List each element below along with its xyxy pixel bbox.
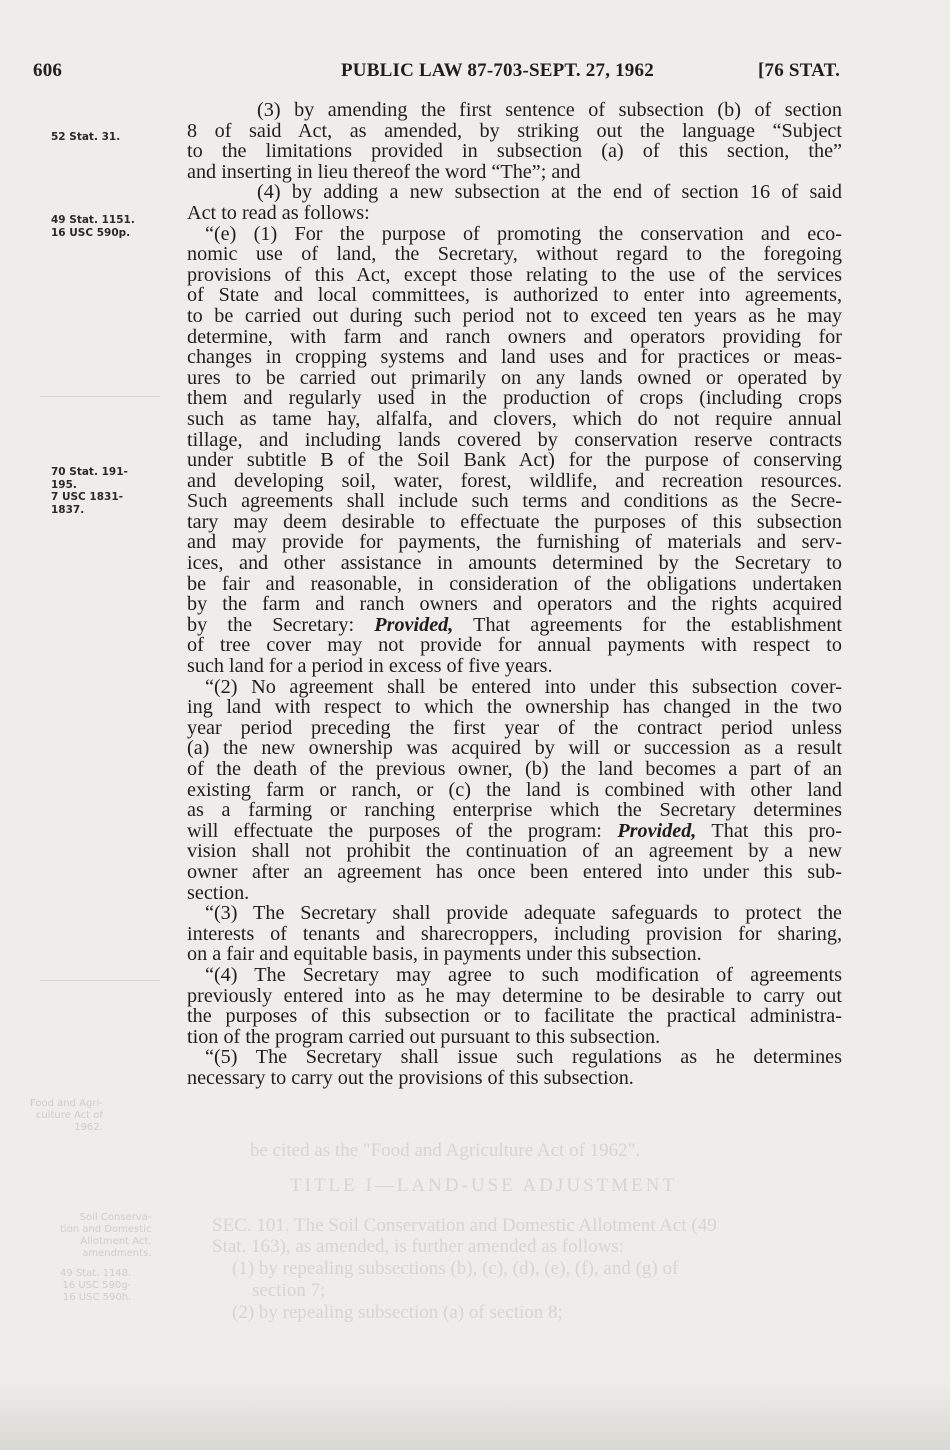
text-line: vision shall not prohibit the continuation of an agreement by a new [187, 840, 842, 863]
text-line: year period preceding the first year of the contract period unless [187, 716, 842, 739]
text-line: provisions of this Act, except those relating to the use of the services [187, 263, 842, 286]
margin-note-49-stat-1151 [51, 214, 135, 239]
text-line: owner after an agreement has once been entered into under this sub- [187, 860, 842, 883]
text-line: to the limitations provided in subsection (a) of this section, the” [187, 140, 842, 163]
text-line: 8 of said Act, as amended, by striking out the language “Subject [187, 119, 842, 142]
text-line: “(2) No agreement shall be entered into under this subsection cover- [205, 675, 842, 698]
text-line: nomic use of land, the Secretary, without regard to the foregoing [187, 243, 842, 266]
margin-note-line: 195. [51, 478, 77, 491]
text-line: tillage, and including lands covered by conservation reserve contracts [187, 428, 842, 451]
bleed-through-note: 49 Stat. 1148. 16 USC 590g- 16 USC 590h. [60, 1268, 132, 1303]
text-line: necessary to carry out the provisions of this subsection. [187, 1066, 634, 1089]
text-line: ices, and other assistance in amounts determined by the Secretary to [187, 552, 842, 575]
text-line: them and regularly used in the production of crops (including crops [187, 387, 842, 410]
bleed-through-text: TITLE I—LAND-USE ADJUSTMENT [290, 1175, 678, 1196]
text-line: “(5) The Secretary shall issue such regulations as he determines [205, 1046, 842, 1069]
text-line: ing land with respect to which the ownership has changed in the two [187, 696, 842, 719]
text-line: to be carried out during such period not to exceed ten years as he may [187, 304, 842, 327]
bleed-through-text: be cited as the "Food and Agriculture Act of 1962". [250, 1140, 641, 1161]
margin-note-line: 7 USC 1831- [51, 491, 123, 503]
text-line: under subtitle B of the Soil Bank Act) for the purpose of conserving [187, 449, 842, 472]
bleed-through-text: SEC. 101. The Soil Conservation and Domestic Allotment Act (49 [212, 1215, 717, 1236]
text-line: ures to be carried out primarily on any lands owned or operated by [187, 366, 842, 389]
bleed-through-note: Soil Conserva- tion and Domestic Allotment Act, amendments. [60, 1212, 152, 1259]
margin-note-line: 70 Stat. 191- [51, 466, 128, 478]
text-line: and may provide for payments, the furnishing of materials and serv- [187, 531, 842, 554]
text-line: determine, with farm and ranch owners and operators providing for [187, 325, 842, 348]
subsection-e-5 [187, 1047, 842, 1088]
text-line: and inserting in lieu thereof the word “The”; and [187, 160, 581, 183]
page-edge-shadow [0, 1380, 950, 1450]
text-line: and developing soil, water, forest, wildlife, and recreation resources. [187, 469, 842, 492]
text-line: of the death of the previous owner, (b) the land becomes a part of an [187, 758, 842, 780]
text-line: by the Secretary: Provided, That agreements for the establishment [187, 613, 842, 636]
text-line: be fair and reasonable, in consideration of the obligations undertaken [187, 572, 842, 595]
text-line: on a fair and equitable basis, in payments under this subsection. [187, 943, 702, 966]
text-line: of State and local committees, is authorized to enter into agreements, [187, 284, 842, 307]
body-text [187, 100, 842, 1089]
margin-note-line: 16 USC 590p. [51, 226, 131, 239]
subsection-e-2 [187, 677, 842, 904]
bleed-through-text: Stat. 163), as amended, is further amended as follows: [212, 1236, 625, 1257]
subsection-e-1 [187, 224, 842, 677]
text-line: existing farm or ranch, or (c) the land is combined with other land [187, 778, 842, 801]
margin-note-70-stat-191 [51, 466, 128, 516]
text-line: the purposes of this subsection or to facilitate the practical administra- [187, 1005, 842, 1028]
bleed-through-rule [40, 396, 160, 397]
text-line: such as tame hay, alfalfa, and clovers, which do not require annual [187, 407, 842, 430]
bleed-through-rule [40, 980, 160, 981]
text-line: as a farming or ranching enterprise which the Secretary determines [187, 799, 842, 822]
subsection-e-4 [187, 965, 842, 1047]
text-line: will effectuate the purposes of the program: Provided, That this pro- [187, 819, 842, 842]
bleed-through-text: (1) by repealing subsections (b), (c), (d), (e), (f), and (g) of [232, 1258, 679, 1279]
text-line: such land for a period in excess of five years. [187, 655, 553, 678]
margin-note-line: 49 Stat. 1151. [51, 214, 135, 226]
text-line: changes in cropping systems and land uses and for practices or meas- [187, 346, 842, 369]
bleed-through-text: (2) by repealing subsection (a) of section 8; [232, 1302, 563, 1323]
text-line: Such agreements shall include such terms and conditions as the Secre- [187, 490, 842, 513]
text-line: (4) by adding a new subsection at the end of section 16 of said [257, 181, 842, 204]
subsection-e-3 [187, 903, 842, 965]
paragraph-4-new-subsection [187, 182, 842, 223]
text-line: section. [187, 881, 250, 904]
text-line: by the farm and ranch owners and operators and the rights acquired [187, 593, 842, 616]
text-line: (3) by amending the first sentence of subsection (b) of section [257, 99, 842, 121]
text-line: interests of tenants and sharecroppers, including provision for sharing, [187, 922, 842, 945]
margin-note-line: 1837. [51, 503, 85, 516]
text-line: tion of the program carried out pursuant to this subsection. [187, 1025, 661, 1048]
text-line: “(e) (1) For the purpose of promoting the conservation and eco- [205, 222, 842, 245]
text-line: previously entered into as he may determine to be desirable to carry out [187, 984, 842, 1007]
text-line: of tree cover may not provide for annual payments with respect to [187, 634, 842, 657]
bleed-through-text: section 7; [252, 1280, 326, 1301]
text-line: tary may deem desirable to effectuate the purposes of this subsection [187, 510, 842, 533]
text-line: “(3) The Secretary shall provide adequate safeguards to protect the [205, 902, 842, 925]
margin-note-line: 52 Stat. 31. [51, 131, 121, 143]
running-title: PUBLIC LAW 87-703-SEPT. 27, 1962 [341, 60, 654, 81]
page-number: 606 [33, 60, 63, 81]
paragraph-3-amend-section-8 [187, 100, 842, 182]
text-line: (a) the new ownership was acquired by will or succession as a result [187, 737, 842, 760]
margin-note-52-stat-31 [51, 131, 120, 144]
text-line: Act to read as follows: [187, 201, 370, 224]
bleed-through-note: Food and Agri- culture Act of 1962. [30, 1098, 103, 1133]
volume-reference: [76 STAT. [758, 60, 841, 81]
text-line: “(4) The Secretary may agree to such modification of agreements [205, 963, 842, 986]
